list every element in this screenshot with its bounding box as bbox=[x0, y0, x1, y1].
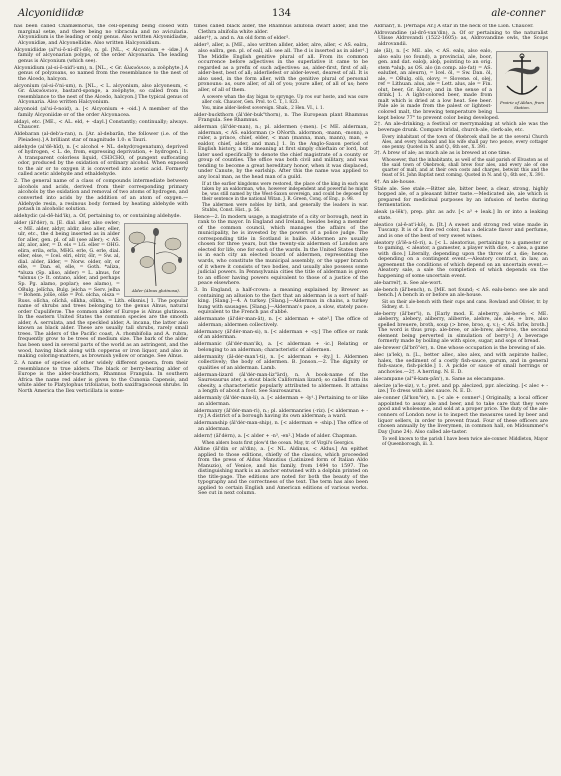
entry: ale-berry (āl'ber"i), n. [Early mod. E. aleberry, ale-berie; < ME. aleberry, alebery, aliberry, aliberrie, alebre, ale, ale, + bre, also spelled breuere, broth, soup (> bree, broo, q. v.); < AS. brīw, broth.] The word is thus prop. ale-bree, or ale-brew, ale-broo, the second element being perverted in simulation of berry¹.] A beverage formerly made by boiling ale with spice, sugar, and sops of bread. bbox=[374, 310, 548, 345]
figure-caption: Alder (Alnus glutinosa). bbox=[131, 287, 181, 293]
entry: aleatico (al-ē-at'i-kō), n. [It.] A sweet and strong red wine made in Tuscany. It is of a fine red color, has a delicate flavor and perfume, and is one of the best of very sweet wines. bbox=[374, 221, 548, 239]
entry: alder¹†, a. and n. An old form of elder². bbox=[194, 35, 290, 42]
entry: alderman-lizard (âl'dėr-man-liz"ärd), n. A book-name of the Saurosaurus ater, a stout black Californian lizard; so called from its obesity, a characteristic popularly attributed to aldermen. It attains a length of about a foot. See Saurosaurus. bbox=[194, 371, 368, 395]
entry: ale (āl), n. [< ME. ale, < AS. ealu, also ealo, also ealu (so found), a provincial, ale, boor, gen. and dat. ealoþ, aloþ, pointing to an orig. stem *aluþ, as OS. alo (in comp. alo-fat) = AS. ealufæt, an aleurn), = Icel. öl, = Sw. Dan. öl, ale, = OBulg. olŭ, olovy, = Slovene. ol, olej, ref = Lithuan. alus, ale = Lett. alus, ale = Fin. olut, beer, Gr. ἄλεισ; and in the sense of a drink.] 1. A light-colored beer, made from malt which is dried at a low heat. See beer. Pale ale is made from the palest or lightest-colored malt, the brewing temperature being kept below 77° to prevent color being developed. bbox=[374, 47, 500, 121]
quotation: If at the earlier kingdoms were restored, the place of the king in each was taken by an ealdorman, who, however independent and powerful he might be, was still named by the West-Saxon sovereign, and could be deposed by their sentence in the national Witan. J. R. Green, Conq. of Eng., p. 98. bbox=[202, 181, 368, 202]
entry: alec (a'lek), n. [L., better allec, also alex, and with aspirate hallec, halex, the sediment of a costly fish-sauce, garum, and in general fish-sauce, fish-pickle.] 1. A pickle or sauce of small herrings or anchovies.—2†. A herring. N. E. D. bbox=[374, 352, 548, 375]
alder-branch-drawing bbox=[125, 224, 187, 288]
column-3 bbox=[374, 24, 548, 766]
entry: aldehydic (al-dē-hid'ik), a. Of, pertaining to, or containing aldehyde. bbox=[14, 213, 182, 220]
entry: Stale ale. See stale.—Bitter ale, bitter beer, a clear, strong, highly hopped ale, of a pleasant bitter taste.—Medicated ale, ale which is prepared for medicinal purposes by an infusion of herbs during fermentation. bbox=[374, 185, 548, 209]
entry: aleak (a-lēk'), prep. phr. as adv. [< a³ + leak.] In or into a leaking state. bbox=[374, 209, 548, 221]
alder-illustration bbox=[124, 223, 188, 297]
entry: Aldebaran (al-deb'a-ran), n. [Ar. al-debarān, the follower (i.e. of the Pleiades).] A brilliant star of magnitude 1.0: α Tauri. bbox=[14, 131, 188, 143]
entry: Alcyonidiidæ (al"si-ō-ni-dī'i-dē), n. pl. [NL., < Alcyonium + -idæ.] A family of alcyonarian polyps, of the order Alcyonaria. The leading genus is Alcyonium (which see). bbox=[14, 46, 188, 64]
entry: aldayi, etc. [ME., < AL. eld, + -dayl.] Constantly; continually; always. Chaucer. bbox=[14, 118, 188, 131]
entry: Alcyonidium (al-si-ō-nid'i-um), n. [NL., < Gr. ἀλκυόνιον, a zoöphyte.] A genus of polyzoans, so named from the resemblance to the nest of the Alcedo, halcyon. bbox=[14, 64, 188, 82]
quotation: Whosoever, that the inhabitants, as well of the said parish of Elvaston as of the said town of Okebrook, shall brew four ales, and every ale of one quarter of malt, and at their own costs and charges, betwixt this and the feast of St. John Baptist next coming. Quoted in N. and Q., 6th ser., X. 391. bbox=[382, 158, 548, 179]
entry: ale-brewer (āl'brö"ėr), n. One whose occupation is the brewing of ale. bbox=[374, 345, 546, 352]
entry: 3†. A brew of ale; as much ale as is brewed at one time. bbox=[374, 150, 511, 157]
entry: ale-conner (āl'kon"ėr), n. [< ale + conner¹.] Originally, a local officer appointed to assay ale and beer, and to take care that they were good and wholesome, and sold at a proper price. The duty of the ale-conners of London now is to inspect the measures used by beer and liquor sellers, in order to prevent fraud. Four of these officers are chosen annually by the liverymen, in common hall, on Midsummer's Day (June 24). Also called ale-taster. bbox=[374, 395, 548, 435]
entry: 2. The general name of a class of compounds intermediate between alcohols and acids, derived from their corresponding primary alcohols by the oxidation and removal of two atoms of hydrogen, and converted into acids by the addition of an atom of oxygen.—Aldehyde resin, a resinous body formed by heating aldehyde with potash in alcoholic solution. bbox=[14, 178, 188, 213]
column-1 bbox=[14, 24, 188, 766]
entry: alder-buckthorn (âl'dėr-buk"thorn), n. The European plant Rhamnus Frangula. See Rhamnus. bbox=[194, 111, 368, 124]
text-columns bbox=[14, 24, 549, 766]
entry: alder³, aller, a. [ME., also written allder, alder, alre, aller, < AS. ealra, also eallra, gen. pl. of eall, all: see all. The d is inserted as in alder¹.] The Middle English genitive plural of all. From its common occurrence before adjectives in the superlative it came to be regarded as a prefix of such adjectives: as, alder-first, first of all; alder-best, best of all; alderliefest or alder-levest, dearest of all. It is also used, in the form aller, with the genitive plural of personal pronouns: as, oure aller, of all of you; youre aller, of all of us; here aller, of all of them. bbox=[194, 42, 368, 93]
entry: Aldine (âl'din or al'din), a. [< NL. Aldinus, < Aldus.] An epithet applied to those editions, chiefly of the classics, which proceeded from the press of Aldus Manutius (Latinized form of Italian Aldo Manuzio), of Venice, and his family, from 1494 to 1597. The distinguishing mark is an anchor entwined with a dolphin printed on the title-page. The editions are noted for both the beauty of the typography and the correctness of the text. The term has also been applied to certain English and American editions of various works. See cut in next column. bbox=[194, 446, 368, 497]
entry: aldermanate (âl'dėr-man-āt), n. [< alderman + -ate³.] The office of alderman; aldermen collectively. bbox=[194, 316, 368, 328]
entry: Aldrian†, n. [Perhaps Ar.] A star in the neck of the Lion. Chaucer. bbox=[374, 24, 534, 29]
entry: alderman (âl'dėr-man), n.; pl. aldermen (-men). [< ME. alderman, alderman, < AS. ealdorman (> ONorth. aldormon, -mann, -monn), a ruler, a prince, chief, elder, < man (manna, man, mann), man, + ealdor, chief, alder, and man.] 1. In the Anglo-Saxon period of English history, a title meaning at first simply chieftain or lord, but later used specifically to denote the chief magistrate of a county or group of counties. The office was both civil and military, and was tending to become a great hereditary honor, when it was displaced, under Canute, by the earlship. After this the name was applied to any local man, as the head man of a guild. bbox=[194, 124, 368, 180]
quotation: Sit on their ale-bench with their cups and cans. Rowland and Olivier, tr. by Sidney, st. 1. bbox=[382, 300, 548, 311]
entry: aldermancy (âl'dėr-man-si), n. [< alderman + -cy.] The office or rank of an alderman. bbox=[194, 328, 368, 341]
page-number: 134 bbox=[271, 8, 292, 19]
header-left-guideword: Alcyonidiidæ bbox=[18, 8, 84, 19]
anchor-dolphin-drawing bbox=[497, 52, 547, 100]
quotation: To well known to the parish I have been twice ale-conner. Middleton, Mayor of Queenborough, iii. 3. bbox=[382, 436, 548, 447]
quotation: The aldermen were nobles by birth, and generally the leaders in war. Stubbs, Const. Hist., p. 56. bbox=[202, 203, 368, 214]
quotation: When alders boats first plow'd the ocean. May, tr. of Virgil's Georgics. bbox=[202, 440, 355, 446]
header-right-guideword: ale-conner bbox=[491, 8, 545, 19]
entry: times called black alder, the Rhamnus alnifolia dwarf alder, and the Clethra alnifolia white alder. bbox=[194, 24, 368, 35]
entry: alcyonoid (al'si-ō-noid), a. [< Alcyonium + -oid.] A member of the family Alcyoniidæ or of the order Alcyonacea. bbox=[14, 106, 188, 118]
entry: aldermanity (âl-dėr-man'i-ti), n. [< alderman + -ity.] 1. Aldermen collectively; the body of aldermen. B. Jonson.—2. The dignity or qualities of an alderman. Lamb. bbox=[194, 353, 368, 371]
entry: Aldrovandine (al-drō-van'din), a. Of or pertaining to the naturalist Ulisse Aldrovandi (1522-1605): as, Aldrovandine owls, the Scops aldrovandii. bbox=[374, 29, 548, 48]
entry: aldermanry (âl'dėr-man-ri), n.; pl. aldermanries (-riz). [< alderman + -ry.] A district of a borough having its own alderman; a ward. bbox=[194, 407, 368, 420]
column-2 bbox=[194, 24, 368, 766]
entry: aldehyde (al'dē-hīd), n. [< alcohol + NL. dehyd(rogenatum), deprived of hydrogen, < L. de, from, expressing deprivation, + hydrogen.] 1. A transparent colorless liquid, CH3CHO, of pungent suffocating odor, produced by the oxidation of ordinary alcohol. When exposed to the air or to oxygen it is converted into acetic acid. Formerly called acetic aldehyde and ethaldehyde. bbox=[14, 143, 188, 178]
figure-caption: Prairie of Aldan, from Station. bbox=[499, 99, 545, 110]
entry: alecize (a'le-siz), v. t.; pret. and pp. alecized, ppr. alecizing. [< alec + -ize.] To dress with alec sauce. N. E. D. bbox=[374, 382, 548, 395]
entry: has been called Chamæmorus, the cell-opening being closed with marginal setæ, and there being no vibracula and no avicularia. Alcyonidium is the leading or only genus. Also written Alcyonidiadæ, Alcyonidiæ, and Alcyonellidæ. Also written Halcyonidium. bbox=[14, 24, 188, 46]
entry: 2. A name of species of other widely different genera, from their resemblance to true alders. The black or berry-bearing alder of Europe is the alder-buckthorn, Rhamnus Frangula. In southern Africa the name red alder is given to the Cunonia Capensis, and white alder to Platylophus trifoliatus, both saxifragaceous shrubs. In North America the Ilex verticillata is some- bbox=[14, 360, 188, 394]
entry: ale-barrel†, n. See ale-wort. bbox=[374, 279, 443, 286]
entry: 3. In England, a half-crown: a meaning explained by Brewer as containing an allusion to the fact that an alderman is a sort of half-king. [Slang.]—4. A turkey. [Slang.]—Alderman in chains, a turkey hung with sausages. [Slang.]—Alderman's pace, a slow, stately pace: equivalent to the French pas d'abbé. bbox=[194, 287, 368, 316]
entry: aleatory (â'lē-a-tō-ri), a. [< L. aleatorius, pertaining to a gamester or to gaming, < aleator, a gamester, a player with dice, < alea, a game with dice.] Literally, depending upon the throw of a die; hence, depending on a contingent event.—Aleatory contract, in law, an agreement the conditions of which depend on an uncertain event.—Aleatory sale, a sale the completion of which depends on the happening of some uncertain event. bbox=[374, 239, 548, 279]
quotation: A sowere whan the day bigan to sprynge. Up ros our hoste, and was oure aller cok. Chaucer, Gen. Prol. to C. T., l. 823. bbox=[202, 94, 368, 105]
entry: aldermanship (âl'dėr-man-ship), n. [< alderman + -ship.] The office of an alderman. bbox=[194, 420, 368, 432]
running-header bbox=[18, 8, 545, 22]
entry: alder (âl'dėr), n. [E. dial. aller, also owler; < ME. alder, aldyr, aldir, also aller, eller, ulr, etc., the d being inserted as in alder for aller, gen. pl. of all (see aller); < AS. alr, alor, aler, = D. els = LG. eller = OHG. elira, erila, erla, MHG. erle, G. erle, dial. eller, else, = Icel. elri, elrir, ölr, = Sw. al, dial. alder, älder, = Norw. older, olr, or elle, = Dan. el, elle, = Goth. *aliza, *aluza (Sp. aliso, alder) = L. alnus, for *alsnus (> It. ontano, alder, and perhaps Sp. Pg. alamo, poplar); see alamo), = OBulg. jelĭcha, Bulg. jelcha = Serv. jelha = Bohem. jolše, olše = Pol. olcha, olsza = Russ. olĭcha, olĭchâ, olĭkha, olĭkha, = Lith. elksnis.] 1. The popular name of shrubs and trees belonging to the genus Alnus, natural order Cupuliferæ. The common alder of Europe is Alnus glutinosa. In the eastern United States the common species are the smooth alder, A. serrulata, and the speckled alder, A. incana, the latter also known as black alder. These are usually tall shrubs, rarely small trees. The alders of the Pacific coast, A. rhombifolia and A. rubra, frequently grow to be trees of medium size. The bark of the alder has been used in several parts of the world as an astringent, and the wood, having black along with copperas or iron liquor, and also in making coloring-matters, as brownish yellow or orange. See Alnus. bbox=[14, 219, 188, 360]
quotation: Every inhabitant of the town of Okebrook shall be at the several Church Ales, and every husband and his wife shall pay two pence, every cottager one penny. Quoted in N. and Q., 6th ser., X. 391. bbox=[382, 134, 548, 150]
entry: aldermanly (âl'dėr-man-li), a. [< alderman + -ly¹.] Pertaining to or like an alderman. bbox=[194, 395, 368, 407]
entry: alcyonium (al-si-ō'ni-um), n. [NL., < L. alcyonium, also alcyoneum, < Gr. ἀλκυόνειον, bastard-sponge, a zoöphyte, so called from its resemblance to the nest of the Alcedo, halcyon.] The typical genus of Alcyonaria. Also written Halcyonium. bbox=[14, 82, 188, 106]
entry: aldern† (âl'dėrn), a. [< alder + -n³, -en².] Made of alder. Chapman. bbox=[194, 432, 358, 439]
entry: 4†. An ale-house. bbox=[374, 178, 416, 185]
entry: 2†. An ale-drinking; a festival or merrymaking at which ale was the beverage drunk. Compare bridal, church-ale, clerk-ale, etc. bbox=[374, 121, 548, 134]
entry: ale-bench (āl'bench), n. [ME. not found; < AS. ealu-benc: see ale and bench.] A bench in or before an ale-house. bbox=[374, 286, 548, 299]
entry: aldermanic (âl'dėr-man'ik), a. [< alderman + -ic.] Relating or belonging to an alderman; characteristic of aldermen. bbox=[194, 341, 368, 353]
aldine-mark-illustration bbox=[496, 51, 548, 113]
entry: alecampane (al"ē-kam-pān'), n. Same as elecampane. bbox=[374, 375, 505, 382]
entry: Hence—2. In modern usage, a magistrate of a city or borough, next in rank to the mayor. In England and Ireland, besides being a member of the common council, which manages the affairs of the municipality, he is invested by the powers of a police judge. The corresponding title in Scotland is bailie. Aldermen are usually chosen for three years, but the twenty-six aldermen of London are elected for life, one for each of the wards. In the United States there is in each city an elected board of aldermen, representing the wards, who constitute the municipal assembly, or the upper branch of it where it consists of two bodies, and usually also possess some judicial powers. In Pennsylvania cities the title of alderman is given to an officer having powers equivalent to those of a justice of the peace elsewhere. bbox=[194, 213, 368, 287]
quotation: You, mine alder-liefest sovereign. Shak., 2 Hen. VI., i. 1. bbox=[202, 106, 325, 112]
